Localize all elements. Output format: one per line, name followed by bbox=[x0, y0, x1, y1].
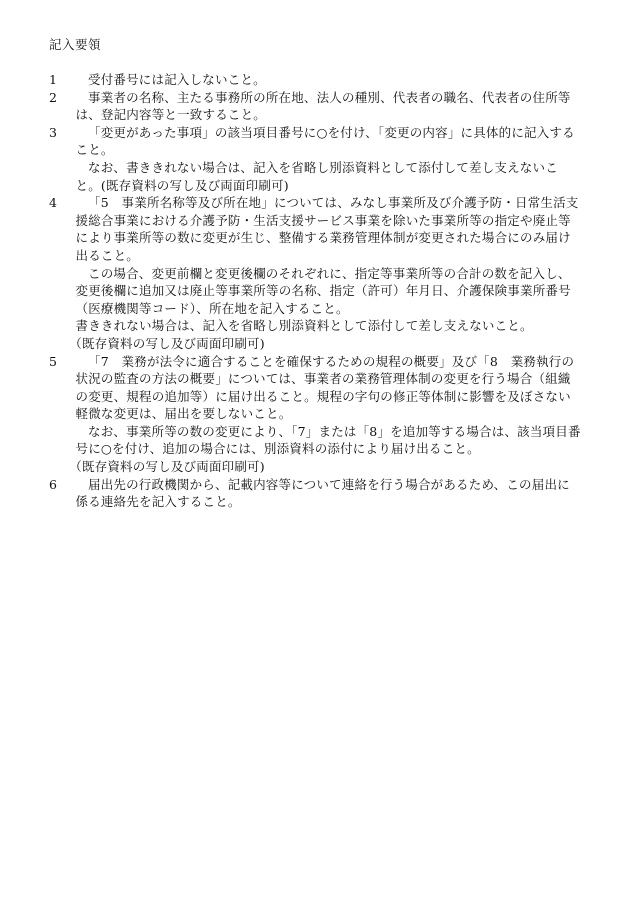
instruction-body bbox=[49, 124, 582, 194]
instruction-paragraph: 届出先の行政機関から、記載内容等について連絡を行う場合があるため、この届出に係る連絡先を記入すること。 bbox=[75, 476, 570, 510]
document-title: 記入要領 bbox=[49, 37, 102, 52]
instruction-item bbox=[49, 71, 582, 89]
instruction-paragraph: 「変更があった事項」の該当項目番号に○を付け、「変更の内容」に具体的に記入すること。 bbox=[75, 124, 575, 158]
instruction-paragraph: （既存資料の写し及び両面印刷可) bbox=[69, 459, 265, 475]
instruction-body bbox=[49, 194, 582, 352]
instruction-body bbox=[49, 89, 582, 124]
instruction-paragraph: この場合、変更前欄と変更後欄のそれぞれに、指定等事業所等の合計の数を記入し、変更後欄に追加又は廃止等事業所等の名称、指定（許可）年月日、介護保険事業所番号（医療機関等コード）、所在地を記入すること。 bbox=[75, 265, 571, 316]
instruction-body bbox=[49, 353, 582, 476]
instruction-item bbox=[49, 353, 582, 476]
instruction-body bbox=[49, 476, 582, 511]
instruction-body bbox=[49, 71, 582, 89]
instruction-item bbox=[49, 89, 582, 124]
instruction-paragraph: なお、書ききれない場合は、記入を省略し別添資料として添付して差し支えないこと。(既存資料の写し及び両面印刷可) bbox=[75, 159, 558, 193]
instruction-paragraph: 「7 業務が法令に適合することを確保するための規程の概要」及び「8 業務執行の状況の監査の方法の概要」については、事業者の業務管理体制の変更を行う場合（組織の変更、規程の追加等）に届け出ること。規程の字句の修正等体制に影響を及ぼさない軽微な変更は、届出を要しないこと。 bbox=[75, 353, 575, 422]
instruction-paragraph: 受付番号には記入しないこと。 bbox=[88, 72, 266, 87]
instruction-item bbox=[49, 476, 582, 511]
instruction-number: 2 bbox=[49, 89, 58, 105]
instruction-number: 6 bbox=[49, 476, 58, 492]
instruction-number: 5 bbox=[49, 353, 58, 369]
instruction-paragraph: なお、事業所等の数の変更により、「7」または「8」を追加等する場合は、該当項目番号に○を付け、追加の場合には、別添資料の添付により届け出ること。 bbox=[75, 423, 581, 457]
instruction-number: 4 bbox=[49, 195, 58, 211]
instruction-paragraph: 書ききれない場合は、記入を省略し別添資料として添付して差し支えないこと。 bbox=[75, 318, 533, 334]
instruction-list bbox=[49, 71, 582, 511]
instruction-paragraph: 事業者の名称、主たる事務所の所在地、法人の種別、代表者の職名、代表者の住所等は、登記内容等と一致すること。 bbox=[75, 89, 571, 123]
instruction-paragraph: （既存資料の写し及び両面印刷可) bbox=[69, 335, 265, 351]
instruction-number: 3 bbox=[49, 124, 58, 140]
instruction-item bbox=[49, 124, 582, 194]
instruction-number: 1 bbox=[49, 72, 58, 87]
instruction-paragraph: 「5 事業所名称等及び所在地」については、みなし事業所及び介護予防・日常生活支援総合事業における介護予防・生活支援サービス事業を除いた事業所等の指定や廃止等により事業所等の数に変更が生じ、整備する業務管理体制が変更された場合にのみ届け出ること。 bbox=[75, 195, 579, 263]
instruction-item bbox=[49, 194, 582, 352]
